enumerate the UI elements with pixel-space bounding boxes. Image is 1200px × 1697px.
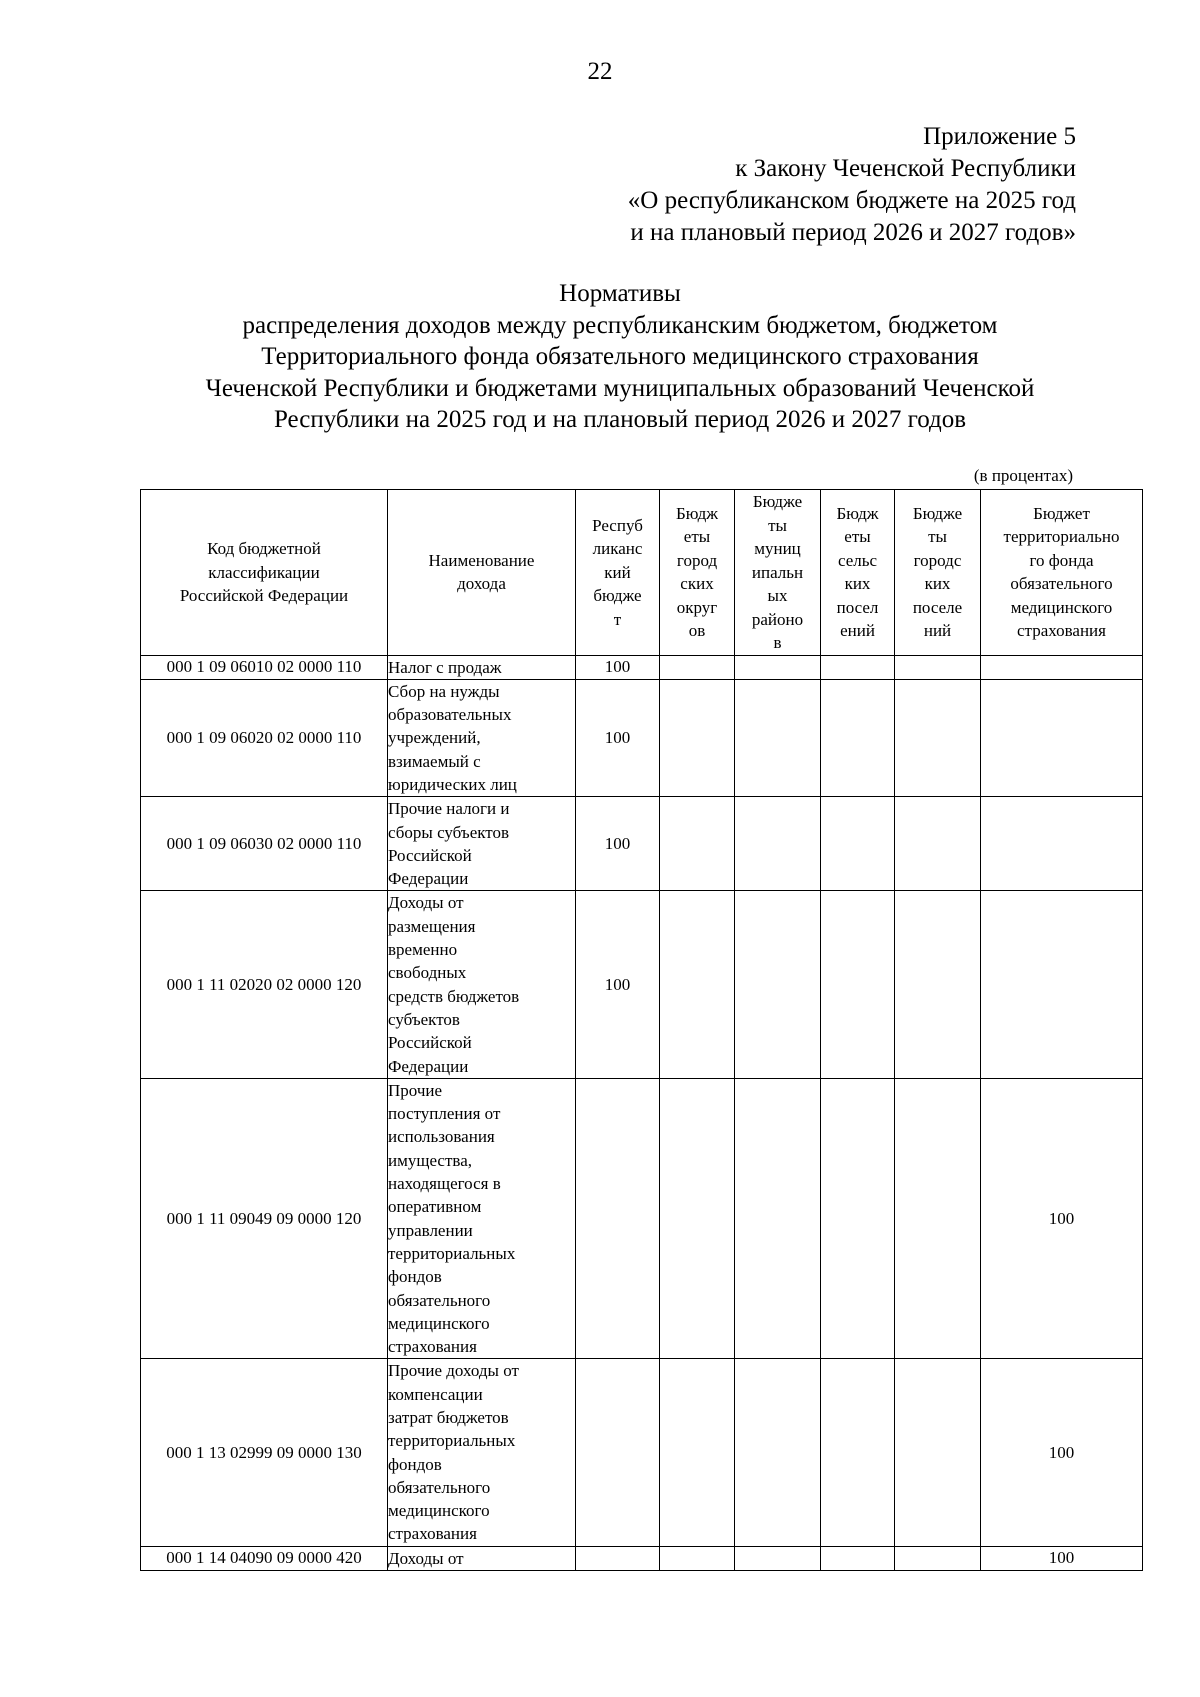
percent-cell [895,891,981,1078]
percent-cell [981,679,1143,796]
table-row [141,1359,1143,1546]
percent-cell [660,1078,735,1359]
table-row [141,797,1143,891]
percent-cell [576,1078,660,1359]
appendix-line: Приложение 5 [923,123,1076,150]
percent-cell [735,797,821,891]
percent-cell [895,1546,981,1570]
income-code-cell: 000 1 11 02020 02 0000 120 [141,891,388,1078]
percent-cell [735,1546,821,1570]
income-name-cell: Доходы от размещения временно свободных средств бюджетов субъектов Российской Федерации [388,891,576,1078]
percent-cell [735,655,821,679]
income-code-cell: 000 1 09 06010 02 0000 110 [141,655,388,679]
income-code-cell: 000 1 14 04090 09 0000 420 [141,1546,388,1570]
table-row [141,1546,1143,1570]
percent-cell: 100 [981,1359,1143,1546]
unit-note: (в процентах) [973,466,1073,485]
percent-cell [660,1359,735,1546]
percent-cell [895,679,981,796]
header-medical-insurance-fund: Бюджет территориально го фонда обязательного медицинского страхования [981,490,1143,656]
title-line: Чеченской Республики и бюджетами муниципальных образований Чеченской [205,374,1035,402]
percent-cell [895,1359,981,1546]
appendix-line: «О республиканском бюджете на 2025 год [627,187,1076,214]
norms-table [140,489,1143,1571]
title-line: Республики на 2025 год и на плановый период 2026 и 2027 годов [273,406,967,433]
header-rural-settlements: Бюдж еты сельс ких посел ений [821,490,895,656]
income-name-cell: Прочие доходы от компенсации затрат бюджетов территориальных фондов обязательного медицинского страхования [388,1359,576,1546]
percent-cell: 100 [576,891,660,1078]
percent-cell: 100 [981,1078,1143,1359]
header-municipal-districts: Бюдже ты муниц ипальн ых районо в [735,490,821,656]
percent-cell: 100 [576,797,660,891]
percent-cell [895,797,981,891]
income-code-cell: 000 1 13 02999 09 0000 130 [141,1359,388,1546]
page-number: 22 [587,58,613,85]
percent-cell [660,679,735,796]
percent-cell: 100 [981,1546,1143,1570]
table-row [141,1078,1143,1359]
income-name-cell: Доходы от [388,1546,576,1570]
appendix-line: и на плановый период 2026 и 2027 годов» [630,219,1076,246]
title-line: распределения доходов между республиканским бюджетом, бюджетом [242,311,998,339]
percent-cell [821,1359,895,1546]
appendix-block [276,121,1076,249]
income-code-cell: 000 1 09 06020 02 0000 110 [141,679,388,796]
header-city-districts: Бюдж еты город ских округ ов [660,490,735,656]
percent-cell [821,679,895,796]
percent-cell [660,655,735,679]
percent-cell [821,797,895,891]
header-urban-settlements: Бюдже ты городс ких поселе ний [895,490,981,656]
percent-cell [981,655,1143,679]
percent-cell [576,1359,660,1546]
percent-cell [981,797,1143,891]
percent-cell [821,1078,895,1359]
percent-cell [821,891,895,1078]
percent-cell [895,655,981,679]
percent-cell [735,1078,821,1359]
income-name-cell: Налог с продаж [388,655,576,679]
percent-cell [735,891,821,1078]
percent-cell: 100 [576,655,660,679]
title-line: Территориального фонда обязательного медицинского страхования [261,343,979,370]
income-name-cell: Прочие налоги и сборы субъектов Российской Федерации [388,797,576,891]
income-code-cell: 000 1 09 06030 02 0000 110 [141,797,388,891]
percent-cell: 100 [576,679,660,796]
percent-cell [895,1078,981,1359]
table-row [141,655,1143,679]
percent-cell [660,1546,735,1570]
document-title [130,278,1110,436]
percent-cell [735,679,821,796]
table-row [141,679,1143,796]
percent-cell [821,655,895,679]
percent-cell [735,1359,821,1546]
table-row [141,891,1143,1078]
percent-cell [660,891,735,1078]
percent-cell [576,1546,660,1570]
income-code-cell: 000 1 11 09049 09 0000 120 [141,1078,388,1359]
table-header-row [141,490,1143,656]
header-name: Наименование дохода [388,490,576,656]
header-code: Код бюджетной классификации Российской Федерации [141,490,388,656]
percent-cell [981,891,1143,1078]
title-heading: Нормативы [559,280,681,307]
percent-cell [660,797,735,891]
income-name-cell: Сбор на нужды образовательных учреждений, взимаемый с юридических лиц [388,679,576,796]
appendix-line: к Закону Чеченской Республики [735,155,1076,182]
percent-cell [821,1546,895,1570]
income-name-cell: Прочие поступления от использования имущества, находящегося в оперативном управлении территориальных фондов обязательного медицинского страхования [388,1078,576,1359]
header-republic-budget: Респуб ликанс кий бюдже т [576,490,660,656]
